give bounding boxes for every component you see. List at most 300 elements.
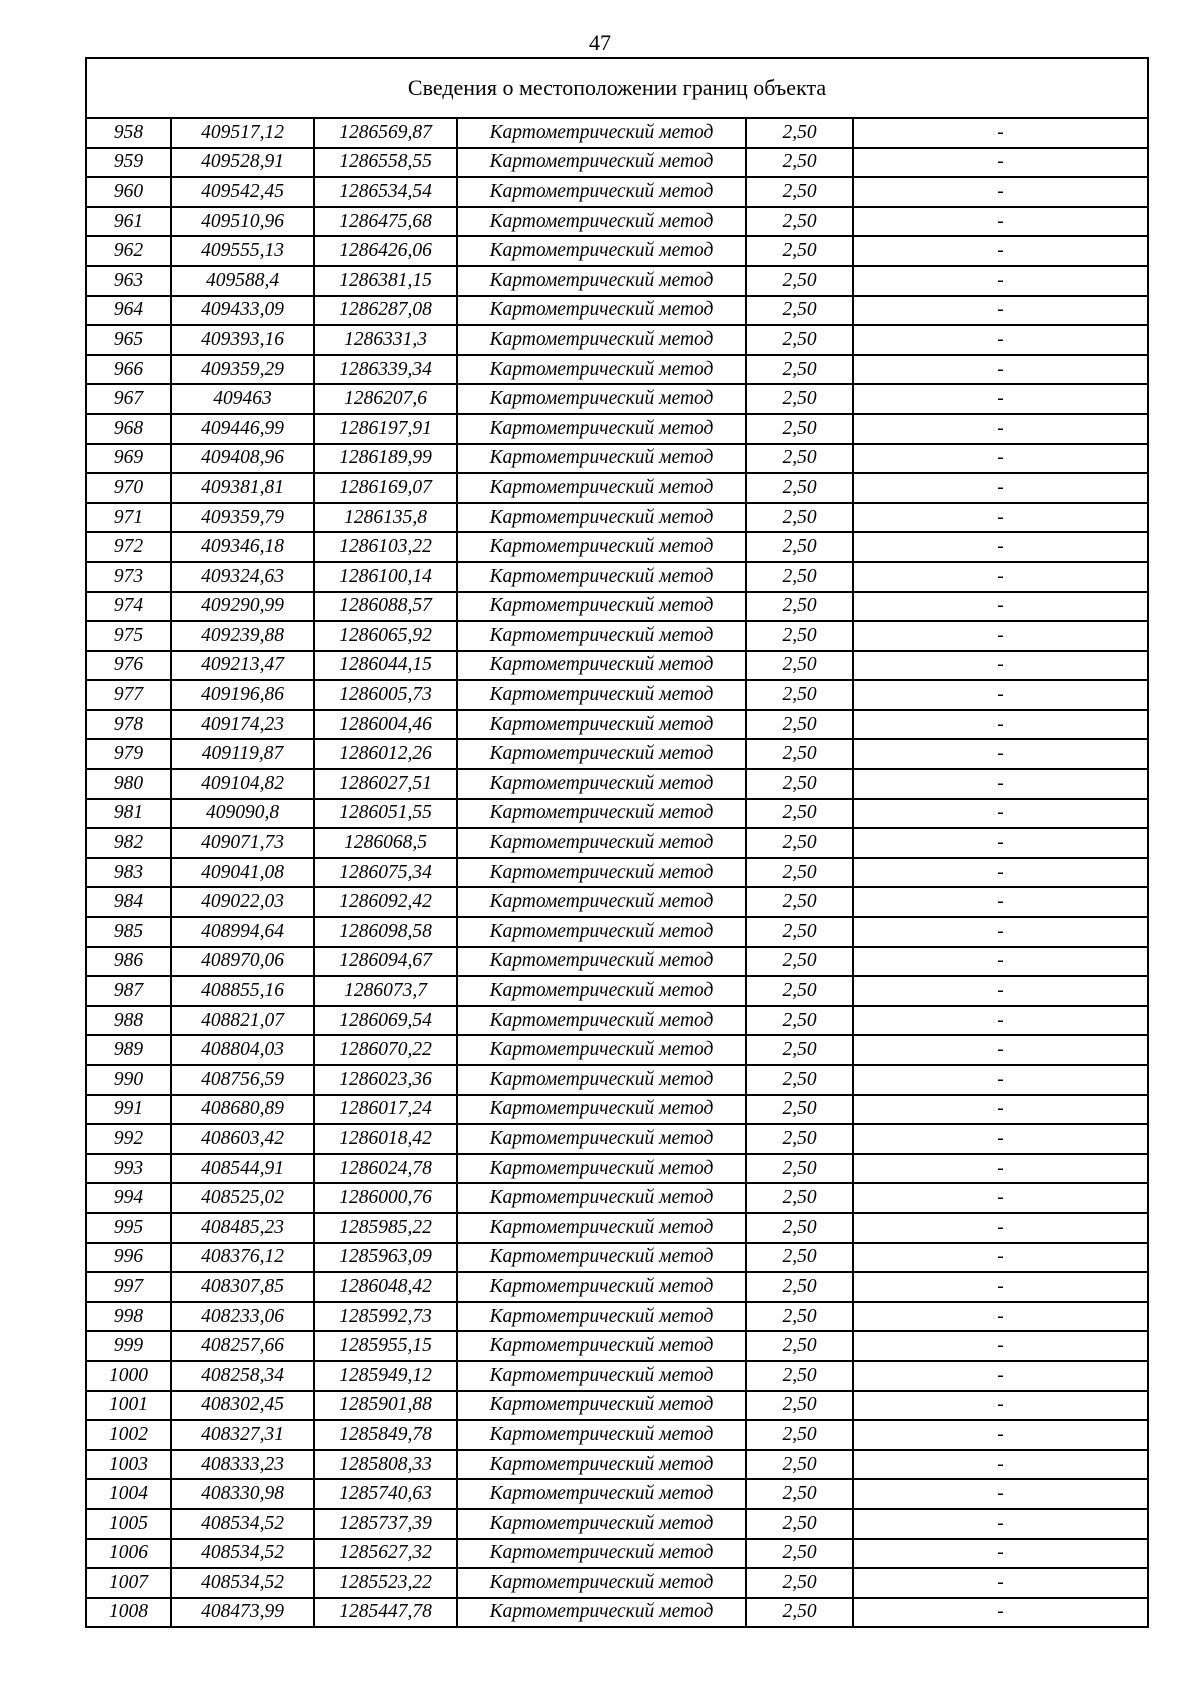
cell-determination-method: Картометрический метод [457,414,746,444]
cell-x-coordinate: 408603,42 [171,1124,314,1154]
cell-point-number: 962 [86,236,171,266]
cell-determination-method: Картометрический метод [457,1213,746,1243]
cell-description: - [853,177,1148,207]
cell-determination-method: Картометрический метод [457,858,746,888]
cell-description: - [853,592,1148,622]
cell-x-coordinate: 409346,18 [171,532,314,562]
cell-accuracy: 2,50 [746,1539,853,1569]
cell-point-number: 967 [86,384,171,414]
cell-x-coordinate: 409542,45 [171,177,314,207]
cell-determination-method: Картометрический метод [457,207,746,237]
cell-x-coordinate: 408525,02 [171,1183,314,1213]
cell-accuracy: 2,50 [746,1183,853,1213]
cell-point-number: 990 [86,1065,171,1095]
cell-y-coordinate: 1286024,78 [314,1154,457,1184]
page-number: 47 [589,30,611,55]
cell-determination-method: Картометрический метод [457,1065,746,1095]
table-row [86,1183,1148,1213]
table-row [86,769,1148,799]
cell-point-number: 973 [86,562,171,592]
cell-point-number: 991 [86,1095,171,1125]
cell-accuracy: 2,50 [746,828,853,858]
cell-accuracy: 2,50 [746,207,853,237]
cell-determination-method: Картометрический метод [457,651,746,681]
cell-x-coordinate: 409104,82 [171,769,314,799]
cell-y-coordinate: 1286073,7 [314,976,457,1006]
cell-x-coordinate: 408473,99 [171,1598,314,1628]
table-row [86,592,1148,622]
cell-determination-method: Картометрический метод [457,1154,746,1184]
cell-x-coordinate: 409588,4 [171,266,314,296]
cell-y-coordinate: 1286012,26 [314,739,457,769]
cell-description: - [853,1154,1148,1184]
cell-description: - [853,266,1148,296]
cell-y-coordinate: 1285740,63 [314,1479,457,1509]
table-title: Сведения о местоположении границ объекта [86,58,1148,118]
table-row [86,296,1148,326]
table-row [86,1006,1148,1036]
table-row [86,1154,1148,1184]
table-row [86,947,1148,977]
cell-determination-method: Картометрический метод [457,1183,746,1213]
table-row [86,1095,1148,1125]
cell-determination-method: Картометрический метод [457,1095,746,1125]
cell-determination-method: Картометрический метод [457,1361,746,1391]
boundary-coordinates-table [85,57,1149,1628]
cell-determination-method: Картометрический метод [457,384,746,414]
cell-y-coordinate: 1286065,92 [314,621,457,651]
cell-description: - [853,1598,1148,1628]
cell-description: - [853,414,1148,444]
cell-determination-method: Картометрический метод [457,444,746,474]
cell-determination-method: Картометрический метод [457,118,746,148]
cell-y-coordinate: 1286075,34 [314,858,457,888]
cell-point-number: 1002 [86,1420,171,1450]
cell-accuracy: 2,50 [746,858,853,888]
cell-determination-method: Картометрический метод [457,710,746,740]
cell-accuracy: 2,50 [746,1568,853,1598]
cell-determination-method: Картометрический метод [457,799,746,829]
cell-accuracy: 2,50 [746,887,853,917]
table-row [86,976,1148,1006]
table-row [86,414,1148,444]
cell-description: - [853,148,1148,178]
cell-description: - [853,355,1148,385]
boundary-coordinates-sheet [85,57,1147,1628]
cell-accuracy: 2,50 [746,532,853,562]
cell-y-coordinate: 1286135,8 [314,503,457,533]
cell-determination-method: Картометрический метод [457,1124,746,1154]
cell-determination-method: Картометрический метод [457,739,746,769]
cell-point-number: 983 [86,858,171,888]
cell-point-number: 1007 [86,1568,171,1598]
cell-determination-method: Картометрический метод [457,473,746,503]
cell-description: - [853,710,1148,740]
cell-x-coordinate: 408233,06 [171,1302,314,1332]
cell-accuracy: 2,50 [746,236,853,266]
cell-point-number: 992 [86,1124,171,1154]
cell-point-number: 1000 [86,1361,171,1391]
cell-accuracy: 2,50 [746,1598,853,1628]
cell-y-coordinate: 1286197,91 [314,414,457,444]
cell-x-coordinate: 408821,07 [171,1006,314,1036]
cell-y-coordinate: 1286103,22 [314,532,457,562]
cell-determination-method: Картометрический метод [457,1302,746,1332]
cell-point-number: 993 [86,1154,171,1184]
cell-accuracy: 2,50 [746,473,853,503]
table-row [86,236,1148,266]
cell-x-coordinate: 408804,03 [171,1035,314,1065]
cell-description: - [853,444,1148,474]
cell-description: - [853,769,1148,799]
cell-description: - [853,1331,1148,1361]
table-row [86,917,1148,947]
cell-accuracy: 2,50 [746,1154,853,1184]
cell-description: - [853,1213,1148,1243]
cell-accuracy: 2,50 [746,355,853,385]
cell-x-coordinate: 408544,91 [171,1154,314,1184]
table-row [86,1420,1148,1450]
cell-x-coordinate: 409381,81 [171,473,314,503]
cell-description: - [853,1124,1148,1154]
cell-determination-method: Картометрический метод [457,1450,746,1480]
cell-description: - [853,828,1148,858]
cell-point-number: 960 [86,177,171,207]
cell-y-coordinate: 1286534,54 [314,177,457,207]
cell-y-coordinate: 1285808,33 [314,1450,457,1480]
table-row [86,1331,1148,1361]
table-row [86,325,1148,355]
cell-accuracy: 2,50 [746,177,853,207]
cell-point-number: 996 [86,1243,171,1273]
cell-y-coordinate: 1285985,22 [314,1213,457,1243]
cell-point-number: 1008 [86,1598,171,1628]
cell-description: - [853,118,1148,148]
cell-determination-method: Картометрический метод [457,887,746,917]
cell-y-coordinate: 1286169,07 [314,473,457,503]
cell-y-coordinate: 1285955,15 [314,1331,457,1361]
cell-x-coordinate: 408994,64 [171,917,314,947]
cell-accuracy: 2,50 [746,1035,853,1065]
cell-x-coordinate: 409408,96 [171,444,314,474]
cell-determination-method: Картометрический метод [457,680,746,710]
cell-determination-method: Картометрический метод [457,1243,746,1273]
table-row [86,887,1148,917]
cell-determination-method: Картометрический метод [457,325,746,355]
cell-x-coordinate: 409119,87 [171,739,314,769]
table-row [86,503,1148,533]
cell-point-number: 963 [86,266,171,296]
cell-y-coordinate: 1286331,3 [314,325,457,355]
cell-accuracy: 2,50 [746,769,853,799]
table-row [86,858,1148,888]
table-row [86,1035,1148,1065]
table-row [86,739,1148,769]
cell-description: - [853,1035,1148,1065]
cell-y-coordinate: 1285523,22 [314,1568,457,1598]
table-row [86,828,1148,858]
cell-accuracy: 2,50 [746,592,853,622]
cell-x-coordinate: 408327,31 [171,1420,314,1450]
cell-point-number: 980 [86,769,171,799]
cell-point-number: 966 [86,355,171,385]
cell-y-coordinate: 1286017,24 [314,1095,457,1125]
cell-determination-method: Картометрический метод [457,947,746,977]
cell-x-coordinate: 409433,09 [171,296,314,326]
table-row [86,177,1148,207]
cell-y-coordinate: 1285447,78 [314,1598,457,1628]
table-row [86,532,1148,562]
cell-description: - [853,236,1148,266]
cell-accuracy: 2,50 [746,1331,853,1361]
cell-point-number: 989 [86,1035,171,1065]
cell-determination-method: Картометрический метод [457,1479,746,1509]
cell-point-number: 968 [86,414,171,444]
cell-y-coordinate: 1286000,76 [314,1183,457,1213]
cell-x-coordinate: 408330,98 [171,1479,314,1509]
cell-determination-method: Картометрический метод [457,917,746,947]
cell-y-coordinate: 1285901,88 [314,1391,457,1421]
cell-description: - [853,1095,1148,1125]
cell-determination-method: Картометрический метод [457,562,746,592]
table-row [86,710,1148,740]
cell-x-coordinate: 408485,23 [171,1213,314,1243]
cell-accuracy: 2,50 [746,1095,853,1125]
cell-y-coordinate: 1286070,22 [314,1035,457,1065]
cell-description: - [853,1302,1148,1332]
table-row [86,799,1148,829]
cell-x-coordinate: 408534,52 [171,1568,314,1598]
cell-point-number: 958 [86,118,171,148]
cell-accuracy: 2,50 [746,1361,853,1391]
cell-determination-method: Картометрический метод [457,148,746,178]
cell-accuracy: 2,50 [746,148,853,178]
cell-determination-method: Картометрический метод [457,355,746,385]
cell-point-number: 1005 [86,1509,171,1539]
table-row [86,148,1148,178]
cell-x-coordinate: 408258,34 [171,1361,314,1391]
cell-point-number: 988 [86,1006,171,1036]
cell-y-coordinate: 1286189,99 [314,444,457,474]
cell-accuracy: 2,50 [746,1391,853,1421]
cell-x-coordinate: 408756,59 [171,1065,314,1095]
cell-description: - [853,1065,1148,1095]
cell-description: - [853,799,1148,829]
cell-accuracy: 2,50 [746,1450,853,1480]
cell-y-coordinate: 1286098,58 [314,917,457,947]
cell-description: - [853,1420,1148,1450]
cell-y-coordinate: 1286094,67 [314,947,457,977]
cell-point-number: 1004 [86,1479,171,1509]
cell-x-coordinate: 409463 [171,384,314,414]
table-row [86,680,1148,710]
cell-y-coordinate: 1286558,55 [314,148,457,178]
cell-point-number: 987 [86,976,171,1006]
table-caption-row [86,58,1148,118]
cell-y-coordinate: 1286092,42 [314,887,457,917]
cell-y-coordinate: 1285949,12 [314,1361,457,1391]
cell-description: - [853,503,1148,533]
cell-accuracy: 2,50 [746,651,853,681]
cell-y-coordinate: 1286044,15 [314,651,457,681]
cell-point-number: 979 [86,739,171,769]
cell-point-number: 970 [86,473,171,503]
cell-description: - [853,1006,1148,1036]
cell-x-coordinate: 409555,13 [171,236,314,266]
table-row [86,1450,1148,1480]
cell-description: - [853,858,1148,888]
cell-y-coordinate: 1286381,15 [314,266,457,296]
cell-accuracy: 2,50 [746,621,853,651]
cell-description: - [853,976,1148,1006]
cell-point-number: 961 [86,207,171,237]
cell-description: - [853,296,1148,326]
cell-accuracy: 2,50 [746,947,853,977]
cell-point-number: 984 [86,887,171,917]
cell-y-coordinate: 1285849,78 [314,1420,457,1450]
table-row [86,1243,1148,1273]
cell-description: - [853,532,1148,562]
cell-description: - [853,739,1148,769]
cell-x-coordinate: 408680,89 [171,1095,314,1125]
cell-accuracy: 2,50 [746,917,853,947]
cell-determination-method: Картометрический метод [457,1272,746,1302]
cell-accuracy: 2,50 [746,976,853,1006]
cell-y-coordinate: 1286100,14 [314,562,457,592]
cell-point-number: 976 [86,651,171,681]
cell-accuracy: 2,50 [746,1272,853,1302]
table-row [86,355,1148,385]
cell-accuracy: 2,50 [746,1420,853,1450]
table-row [86,1391,1148,1421]
cell-accuracy: 2,50 [746,799,853,829]
cell-determination-method: Картометрический метод [457,532,746,562]
cell-x-coordinate: 409359,79 [171,503,314,533]
cell-x-coordinate: 409324,63 [171,562,314,592]
cell-x-coordinate: 408376,12 [171,1243,314,1273]
cell-accuracy: 2,50 [746,444,853,474]
cell-description: - [853,1450,1148,1480]
cell-y-coordinate: 1286005,73 [314,680,457,710]
cell-determination-method: Картометрический метод [457,236,746,266]
cell-determination-method: Картометрический метод [457,503,746,533]
cell-description: - [853,621,1148,651]
cell-determination-method: Картометрический метод [457,621,746,651]
cell-description: - [853,1361,1148,1391]
cell-x-coordinate: 409517,12 [171,118,314,148]
cell-determination-method: Картометрический метод [457,592,746,622]
cell-point-number: 974 [86,592,171,622]
table-row [86,1598,1148,1628]
cell-y-coordinate: 1286207,6 [314,384,457,414]
table-row [86,1479,1148,1509]
cell-x-coordinate: 409359,29 [171,355,314,385]
cell-x-coordinate: 409213,47 [171,651,314,681]
cell-determination-method: Картометрический метод [457,1035,746,1065]
table-row [86,621,1148,651]
cell-x-coordinate: 409174,23 [171,710,314,740]
cell-accuracy: 2,50 [746,384,853,414]
table-row [86,1213,1148,1243]
cell-point-number: 978 [86,710,171,740]
cell-point-number: 975 [86,621,171,651]
cell-y-coordinate: 1286051,55 [314,799,457,829]
cell-point-number: 998 [86,1302,171,1332]
cell-determination-method: Картометрический метод [457,1509,746,1539]
cell-determination-method: Картометрический метод [457,296,746,326]
cell-description: - [853,1539,1148,1569]
cell-point-number: 985 [86,917,171,947]
cell-determination-method: Картометрический метод [457,769,746,799]
cell-point-number: 997 [86,1272,171,1302]
cell-y-coordinate: 1286569,87 [314,118,457,148]
cell-x-coordinate: 408257,66 [171,1331,314,1361]
cell-point-number: 999 [86,1331,171,1361]
cell-determination-method: Картометрический метод [457,1006,746,1036]
cell-accuracy: 2,50 [746,1213,853,1243]
cell-point-number: 959 [86,148,171,178]
table-row [86,118,1148,148]
cell-determination-method: Картометрический метод [457,1391,746,1421]
cell-y-coordinate: 1286088,57 [314,592,457,622]
cell-accuracy: 2,50 [746,1006,853,1036]
cell-accuracy: 2,50 [746,1479,853,1509]
cell-x-coordinate: 409071,73 [171,828,314,858]
cell-description: - [853,562,1148,592]
cell-accuracy: 2,50 [746,266,853,296]
cell-description: - [853,887,1148,917]
cell-description: - [853,1243,1148,1273]
cell-point-number: 994 [86,1183,171,1213]
cell-x-coordinate: 408307,85 [171,1272,314,1302]
cell-determination-method: Картометрический метод [457,1568,746,1598]
cell-description: - [853,1391,1148,1421]
cell-determination-method: Картометрический метод [457,1331,746,1361]
cell-accuracy: 2,50 [746,562,853,592]
cell-accuracy: 2,50 [746,414,853,444]
cell-y-coordinate: 1286018,42 [314,1124,457,1154]
cell-accuracy: 2,50 [746,680,853,710]
cell-point-number: 982 [86,828,171,858]
cell-point-number: 971 [86,503,171,533]
cell-x-coordinate: 408333,23 [171,1450,314,1480]
cell-point-number: 977 [86,680,171,710]
table-row [86,1361,1148,1391]
cell-description: - [853,325,1148,355]
cell-y-coordinate: 1286004,46 [314,710,457,740]
cell-x-coordinate: 408970,06 [171,947,314,977]
cell-description: - [853,917,1148,947]
table-row [86,473,1148,503]
cell-description: - [853,1568,1148,1598]
table-row [86,384,1148,414]
cell-description: - [853,1272,1148,1302]
table-row [86,651,1148,681]
cell-point-number: 1006 [86,1539,171,1569]
cell-y-coordinate: 1285992,73 [314,1302,457,1332]
cell-point-number: 986 [86,947,171,977]
cell-x-coordinate: 409446,99 [171,414,314,444]
table-row [86,207,1148,237]
cell-description: - [853,651,1148,681]
cell-x-coordinate: 409022,03 [171,887,314,917]
cell-accuracy: 2,50 [746,1065,853,1095]
cell-x-coordinate: 408855,16 [171,976,314,1006]
cell-point-number: 964 [86,296,171,326]
cell-determination-method: Картометрический метод [457,828,746,858]
cell-x-coordinate: 408302,45 [171,1391,314,1421]
cell-point-number: 972 [86,532,171,562]
